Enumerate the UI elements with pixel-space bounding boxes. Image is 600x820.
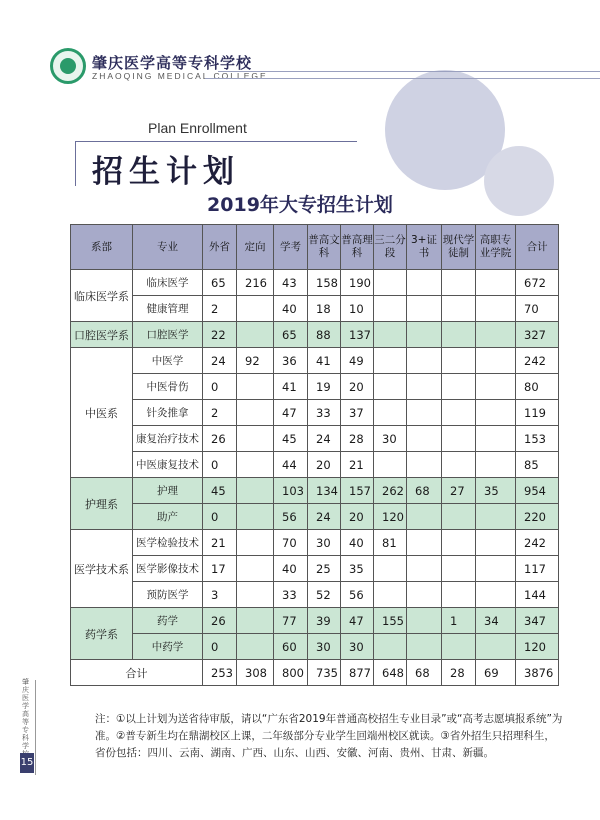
value-cell: 45 xyxy=(203,478,237,504)
footnote: 注：①以上计划为送省待审版，请以“广东省2019年普通高校招生专业目录”或“高考志愿填报系统”为准。②普专新生均在鼎湖校区上课，二年级部分专业学生回端州校区就读。③省外招生只招理科生，省份包括：四川、云南、湖南、广西、山东、山西、安徽、河南、贵州、甘肃、新疆。 xyxy=(95,713,563,759)
value-cell: 92 xyxy=(237,348,274,374)
value-cell: 0 xyxy=(203,374,237,400)
value-cell xyxy=(237,582,274,608)
value-cell: 144 xyxy=(516,582,559,608)
total-value-cell: 28 xyxy=(442,660,476,686)
value-cell xyxy=(237,374,274,400)
value-cell: 60 xyxy=(274,634,308,660)
value-cell xyxy=(237,608,274,634)
value-cell: 220 xyxy=(516,504,559,530)
value-cell: 21 xyxy=(203,530,237,556)
value-cell: 34 xyxy=(476,608,516,634)
value-cell xyxy=(237,634,274,660)
value-cell: 0 xyxy=(203,452,237,478)
value-cell: 43 xyxy=(274,270,308,296)
major-cell: 中医学 xyxy=(133,348,203,374)
column-header: 普高文科 xyxy=(308,225,341,270)
total-value-cell: 3876 xyxy=(516,660,559,686)
value-cell xyxy=(442,426,476,452)
column-header: 系部 xyxy=(71,225,133,270)
value-cell xyxy=(407,426,442,452)
value-cell: 47 xyxy=(341,608,374,634)
total-label: 合计 xyxy=(71,660,203,686)
value-cell xyxy=(442,530,476,556)
value-cell: 88 xyxy=(308,322,341,348)
college-logo-icon xyxy=(50,48,86,84)
value-cell: 26 xyxy=(203,608,237,634)
value-cell: 39 xyxy=(308,608,341,634)
value-cell xyxy=(476,322,516,348)
column-header: 定向 xyxy=(237,225,274,270)
major-cell: 临床医学 xyxy=(133,270,203,296)
value-cell: 242 xyxy=(516,348,559,374)
value-cell xyxy=(407,582,442,608)
value-cell: 190 xyxy=(341,270,374,296)
value-cell: 25 xyxy=(308,556,341,582)
value-cell: 28 xyxy=(341,426,374,452)
value-cell: 80 xyxy=(516,374,559,400)
major-cell: 预防医学 xyxy=(133,582,203,608)
value-cell xyxy=(237,322,274,348)
value-cell xyxy=(442,400,476,426)
value-cell: 18 xyxy=(308,296,341,322)
major-cell: 口腔医学 xyxy=(133,322,203,348)
value-cell: 27 xyxy=(442,478,476,504)
page-number: 15 xyxy=(20,753,34,773)
value-cell: 120 xyxy=(516,634,559,660)
value-cell xyxy=(374,582,407,608)
college-name-en: ZHAOQING MEDICAL COLLEGE xyxy=(92,71,268,81)
dept-cell: 药学系 xyxy=(71,608,133,660)
value-cell xyxy=(374,348,407,374)
value-cell: 44 xyxy=(274,452,308,478)
value-cell: 0 xyxy=(203,634,237,660)
total-value-cell: 69 xyxy=(476,660,516,686)
value-cell: 155 xyxy=(374,608,407,634)
value-cell: 20 xyxy=(341,504,374,530)
value-cell xyxy=(442,270,476,296)
value-cell xyxy=(237,556,274,582)
value-cell xyxy=(442,556,476,582)
total-value-cell: 735 xyxy=(308,660,341,686)
value-cell xyxy=(374,270,407,296)
column-header: 现代学徒制 xyxy=(442,225,476,270)
major-cell: 医学影像技术 xyxy=(133,556,203,582)
major-cell: 中药学 xyxy=(133,634,203,660)
table-row xyxy=(71,452,559,478)
value-cell: 35 xyxy=(476,478,516,504)
value-cell xyxy=(442,348,476,374)
value-cell: 20 xyxy=(308,452,341,478)
value-cell: 68 xyxy=(407,478,442,504)
major-cell: 助产 xyxy=(133,504,203,530)
major-cell: 医学检验技术 xyxy=(133,530,203,556)
value-cell: 158 xyxy=(308,270,341,296)
value-cell xyxy=(442,322,476,348)
dept-cell: 临床医学系 xyxy=(71,270,133,322)
table-row xyxy=(71,634,559,660)
table-row xyxy=(71,556,559,582)
header-rule xyxy=(218,71,600,72)
value-cell xyxy=(442,452,476,478)
table-row xyxy=(71,478,559,504)
value-cell: 153 xyxy=(516,426,559,452)
value-cell: 134 xyxy=(308,478,341,504)
value-cell xyxy=(476,634,516,660)
value-cell: 119 xyxy=(516,400,559,426)
value-cell: 10 xyxy=(341,296,374,322)
table-row xyxy=(71,504,559,530)
value-cell xyxy=(476,270,516,296)
table-row xyxy=(71,374,559,400)
table-row xyxy=(71,426,559,452)
value-cell xyxy=(476,348,516,374)
value-cell xyxy=(374,556,407,582)
value-cell xyxy=(407,634,442,660)
value-cell xyxy=(407,530,442,556)
value-cell xyxy=(237,478,274,504)
value-cell xyxy=(407,374,442,400)
table-row xyxy=(71,322,559,348)
value-cell xyxy=(407,322,442,348)
section-title-en: Plan Enrollment xyxy=(148,120,247,136)
major-cell: 针灸推拿 xyxy=(133,400,203,426)
table-row xyxy=(71,400,559,426)
value-cell: 65 xyxy=(274,322,308,348)
table-header-row xyxy=(71,225,559,270)
value-cell: 103 xyxy=(274,478,308,504)
value-cell: 347 xyxy=(516,608,559,634)
value-cell xyxy=(407,400,442,426)
value-cell xyxy=(374,296,407,322)
value-cell: 242 xyxy=(516,530,559,556)
value-cell: 40 xyxy=(274,556,308,582)
value-cell: 954 xyxy=(516,478,559,504)
column-header: 三二分段 xyxy=(374,225,407,270)
value-cell: 33 xyxy=(308,400,341,426)
value-cell: 33 xyxy=(274,582,308,608)
value-cell: 26 xyxy=(203,426,237,452)
value-cell: 40 xyxy=(341,530,374,556)
table-title: 2019年大专招生计划 xyxy=(207,194,393,216)
value-cell: 24 xyxy=(308,426,341,452)
value-cell: 30 xyxy=(374,426,407,452)
column-header: 专业 xyxy=(133,225,203,270)
major-cell: 康复治疗技术 xyxy=(133,426,203,452)
value-cell xyxy=(237,530,274,556)
value-cell: 35 xyxy=(341,556,374,582)
side-rule xyxy=(35,680,36,775)
value-cell xyxy=(442,296,476,322)
value-cell: 24 xyxy=(308,504,341,530)
value-cell: 30 xyxy=(308,634,341,660)
value-cell: 19 xyxy=(308,374,341,400)
total-row xyxy=(71,660,559,686)
value-cell xyxy=(476,400,516,426)
value-cell xyxy=(237,296,274,322)
value-cell xyxy=(407,348,442,374)
value-cell: 117 xyxy=(516,556,559,582)
value-cell: 41 xyxy=(274,374,308,400)
value-cell xyxy=(476,582,516,608)
major-cell: 中医骨伤 xyxy=(133,374,203,400)
total-value-cell: 877 xyxy=(341,660,374,686)
value-cell: 157 xyxy=(341,478,374,504)
value-cell: 120 xyxy=(374,504,407,530)
column-header: 合计 xyxy=(516,225,559,270)
value-cell: 40 xyxy=(274,296,308,322)
section-rule-vertical xyxy=(75,141,76,186)
value-cell xyxy=(476,296,516,322)
value-cell xyxy=(237,452,274,478)
value-cell: 22 xyxy=(203,322,237,348)
table-row xyxy=(71,530,559,556)
total-value-cell: 800 xyxy=(274,660,308,686)
major-cell: 中医康复技术 xyxy=(133,452,203,478)
value-cell: 672 xyxy=(516,270,559,296)
column-header: 高职专业学院 xyxy=(476,225,516,270)
value-cell: 30 xyxy=(341,634,374,660)
value-cell xyxy=(407,270,442,296)
value-cell xyxy=(442,374,476,400)
value-cell: 2 xyxy=(203,296,237,322)
column-header: 3+证书 xyxy=(407,225,442,270)
value-cell xyxy=(442,634,476,660)
dept-cell: 口腔医学系 xyxy=(71,322,133,348)
value-cell: 77 xyxy=(274,608,308,634)
value-cell: 21 xyxy=(341,452,374,478)
value-cell xyxy=(374,634,407,660)
value-cell: 0 xyxy=(203,504,237,530)
value-cell xyxy=(237,426,274,452)
value-cell xyxy=(407,452,442,478)
table-row xyxy=(71,296,559,322)
value-cell xyxy=(407,608,442,634)
value-cell xyxy=(374,374,407,400)
value-cell xyxy=(374,322,407,348)
value-cell: 30 xyxy=(308,530,341,556)
value-cell xyxy=(476,504,516,530)
value-cell xyxy=(374,400,407,426)
table-row xyxy=(71,582,559,608)
value-cell xyxy=(476,556,516,582)
column-header: 普高理科 xyxy=(341,225,374,270)
college-name-cn: 肇庆医学高等专科学校 xyxy=(92,54,253,72)
value-cell: 47 xyxy=(274,400,308,426)
total-value-cell: 253 xyxy=(203,660,237,686)
value-cell xyxy=(407,296,442,322)
value-cell xyxy=(442,582,476,608)
value-cell xyxy=(407,504,442,530)
value-cell: 262 xyxy=(374,478,407,504)
total-value-cell: 648 xyxy=(374,660,407,686)
value-cell: 56 xyxy=(341,582,374,608)
table-row xyxy=(71,348,559,374)
table-row xyxy=(71,608,559,634)
enrollment-table xyxy=(70,224,559,686)
value-cell: 20 xyxy=(341,374,374,400)
value-cell xyxy=(442,504,476,530)
value-cell: 1 xyxy=(442,608,476,634)
major-cell: 健康管理 xyxy=(133,296,203,322)
value-cell xyxy=(237,400,274,426)
value-cell xyxy=(476,374,516,400)
value-cell xyxy=(476,530,516,556)
column-header: 外省 xyxy=(203,225,237,270)
value-cell: 45 xyxy=(274,426,308,452)
value-cell: 37 xyxy=(341,400,374,426)
value-cell: 52 xyxy=(308,582,341,608)
section-rule xyxy=(75,141,357,142)
column-header: 学考 xyxy=(274,225,308,270)
value-cell: 41 xyxy=(308,348,341,374)
value-cell: 56 xyxy=(274,504,308,530)
value-cell xyxy=(407,556,442,582)
value-cell: 216 xyxy=(237,270,274,296)
side-college-text: 肇庆医学高等专科学 xyxy=(22,678,29,750)
major-cell: 护理 xyxy=(133,478,203,504)
section-title-cn: 招生计划 xyxy=(92,154,240,190)
value-cell xyxy=(476,452,516,478)
value-cell: 81 xyxy=(374,530,407,556)
value-cell: 3 xyxy=(203,582,237,608)
value-cell: 65 xyxy=(203,270,237,296)
value-cell xyxy=(237,504,274,530)
value-cell: 85 xyxy=(516,452,559,478)
value-cell xyxy=(476,426,516,452)
dept-cell: 护理系 xyxy=(71,478,133,530)
value-cell: 137 xyxy=(341,322,374,348)
major-cell: 药学 xyxy=(133,608,203,634)
value-cell: 70 xyxy=(274,530,308,556)
dept-cell: 中医系 xyxy=(71,348,133,478)
value-cell: 327 xyxy=(516,322,559,348)
header-rule-2 xyxy=(205,78,600,79)
table-row xyxy=(71,270,559,296)
total-value-cell: 68 xyxy=(407,660,442,686)
dept-cell: 医学技术系 xyxy=(71,530,133,608)
value-cell: 49 xyxy=(341,348,374,374)
value-cell: 2 xyxy=(203,400,237,426)
value-cell: 24 xyxy=(203,348,237,374)
value-cell xyxy=(374,452,407,478)
value-cell: 70 xyxy=(516,296,559,322)
value-cell: 17 xyxy=(203,556,237,582)
value-cell: 36 xyxy=(274,348,308,374)
total-value-cell: 308 xyxy=(237,660,274,686)
